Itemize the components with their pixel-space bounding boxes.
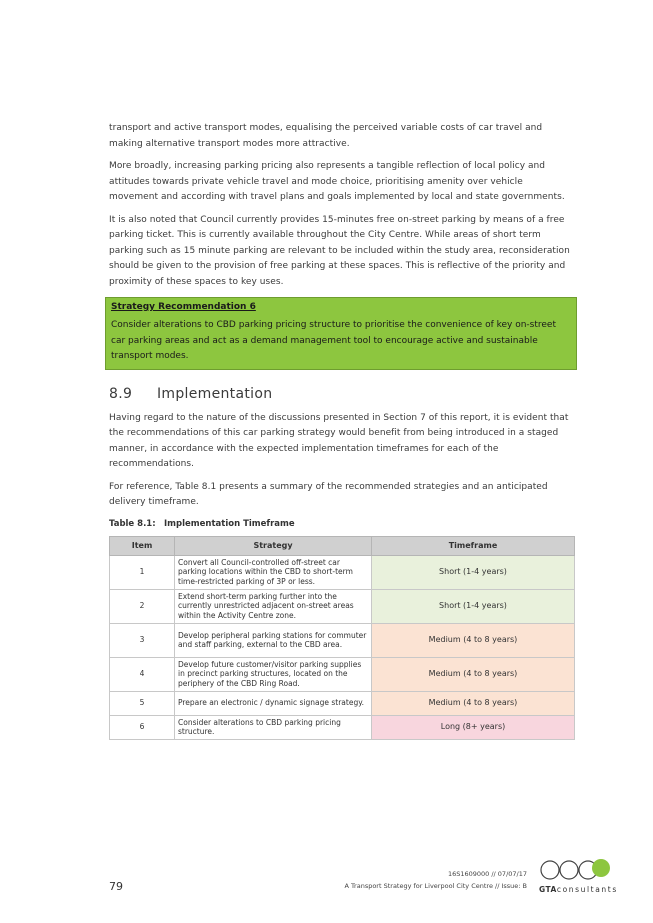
- item-cell: 1: [110, 555, 175, 589]
- logo-circles-icon: [539, 858, 615, 884]
- table-caption-label: Table 8.1:: [109, 518, 156, 529]
- section-heading: [109, 384, 573, 404]
- page-number: 79: [109, 880, 123, 893]
- strategy-cell: Extend short-term parking further into the currently unrestricted adjacent on-street areas within the Activity Centre zone.: [175, 589, 372, 623]
- table-caption: [109, 518, 573, 530]
- footer-reference: [345, 868, 527, 892]
- document-reference: 16S1609000 // 07/07/17: [447, 870, 527, 878]
- strategy-cell: Convert all Council-controlled off-street car parking locations within the CBD to short-term time-restricted parking of 3P or less.: [175, 555, 372, 589]
- section-title: Implementation: [157, 385, 273, 402]
- table-row: [110, 657, 575, 691]
- timeframe-cell: Short (1-4 years): [372, 555, 575, 589]
- page-content: [109, 121, 573, 740]
- item-cell: 4: [110, 657, 175, 691]
- section-number: 8.9: [109, 385, 133, 402]
- paragraph: For reference, Table 8.1 presents a summary of the recommended strategies and an anticipated delivery timeframe.: [109, 481, 548, 507]
- item-cell: 6: [110, 715, 175, 739]
- item-cell: 3: [110, 623, 175, 657]
- implementation-table: [109, 536, 575, 740]
- table-row: [110, 623, 575, 657]
- recommendation-text: Consider alterations to CBD parking pricing structure to prioritise the convenience of key on-street car parking areas and act as a demand management tool to encourage active and sustainable transport modes.: [111, 320, 556, 361]
- paragraph: More broadly, increasing parking pricing also represents a tangible reflection of local policy and attitudes towards private vehicle travel and mode choice, prioritising amenity over vehicle movement and according with travel plans and goals implemented by local and state governments.: [109, 161, 565, 202]
- item-cell: 2: [110, 589, 175, 623]
- paragraph: transport and active transport modes, equalising the perceived variable costs of car travel and making alternative transport modes more attractive.: [109, 123, 543, 149]
- paragraph: Having regard to the nature of the discussions presented in Section 7 of this report, it is evident that the recommendations of this car parking strategy would benefit from being introduced in a staged manner, in accordance with the expected implementation timeframes for each of the recommendations.: [109, 412, 569, 469]
- column-header-item: Item: [110, 536, 175, 555]
- timeframe-cell: Medium (4 to 8 years): [372, 657, 575, 691]
- table-caption-title: Implementation Timeframe: [164, 518, 295, 529]
- table-row: [110, 691, 575, 715]
- logo-bold: GTA: [539, 885, 557, 894]
- timeframe-cell: Short (1-4 years): [372, 589, 575, 623]
- column-header-strategy: Strategy: [175, 536, 372, 555]
- item-cell: 5: [110, 691, 175, 715]
- logo-rest: consultants: [556, 885, 618, 894]
- paragraph: It is also noted that Council currently provides 15-minutes free on-street parking by means of a free parking ticket. This is currently available throughout the City Centre. While areas of short term parking such as 15 minute parking are relevant to be included within the study area, reconsideration should be given to the provision of free parking at these spaces. This is reflective of the priority and proximity of these spaces to key uses.: [109, 214, 570, 287]
- strategy-cell: Consider alterations to CBD parking pricing structure.: [175, 715, 372, 739]
- strategy-cell: Prepare an electronic / dynamic signage strategy.: [175, 691, 372, 715]
- strategy-recommendation-box: [105, 297, 577, 370]
- timeframe-cell: Medium (4 to 8 years): [372, 623, 575, 657]
- recommendation-title: Strategy Recommendation 6: [111, 302, 256, 312]
- document-title: A Transport Strategy for Liverpool City Centre // Issue: B: [344, 882, 527, 890]
- strategy-cell: Develop future customer/visitor parking supplies in precinct parking structures, located on the periphery of the CBD Ring Road.: [175, 657, 372, 691]
- gta-consultants-logo: [539, 858, 618, 898]
- logo-wordmark: [539, 885, 618, 894]
- table-header-row: [110, 536, 575, 555]
- table-row: [110, 715, 575, 739]
- timeframe-cell: Medium (4 to 8 years): [372, 691, 575, 715]
- table-row: [110, 555, 575, 589]
- strategy-cell: Develop peripheral parking stations for commuter and staff parking, external to the CBD area.: [175, 623, 372, 657]
- column-header-timeframe: Timeframe: [372, 536, 575, 555]
- table-row: [110, 589, 575, 623]
- timeframe-cell: Long (8+ years): [372, 715, 575, 739]
